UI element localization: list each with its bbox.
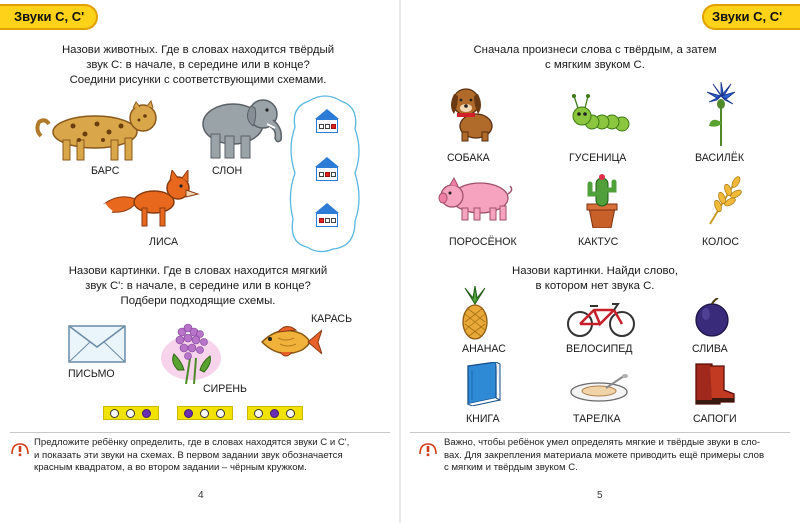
piglet-icon — [438, 176, 514, 222]
word-kolos: КОЛОС — [702, 236, 740, 248]
note-line: с мягким и твёрдым звуком С. — [444, 462, 578, 473]
house-scheme-middle — [315, 157, 339, 183]
lilac-icon — [160, 318, 222, 386]
parent-note-icon — [418, 440, 438, 458]
task2-instructions-left — [38, 264, 358, 309]
page-number-left: 4 — [198, 490, 204, 501]
dot-scheme-middle — [247, 406, 303, 420]
topic-badge-right: Звуки С, С' — [702, 4, 800, 30]
house-schemes-cloud — [289, 95, 361, 253]
elephant-icon — [197, 94, 285, 160]
house-scheme-end — [315, 109, 339, 135]
dot-scheme-start — [177, 406, 233, 420]
instruction-line: Назови животных. Где в словах находится твёрдый — [61, 44, 335, 56]
boots-icon — [690, 362, 736, 406]
note-divider-right — [410, 432, 790, 433]
word-kaktus: КАКТУС — [578, 236, 619, 248]
house-scheme-start — [315, 203, 339, 229]
fox-icon — [100, 170, 202, 228]
instruction-line: Сначала произнеси слова с твёрдым, а затем — [473, 44, 717, 56]
page-gutter — [399, 0, 401, 523]
wheat-icon — [706, 174, 744, 226]
bicycle-icon — [566, 300, 636, 338]
parent-note-right — [444, 437, 794, 475]
instruction-line: с мягким звуком С. — [545, 59, 645, 71]
instruction-line: Назови картинки. Где в словах находится мягкий — [68, 265, 328, 277]
word-ananas: АНАНАС — [462, 343, 506, 355]
task1-instructions-left — [38, 43, 358, 88]
envelope-icon — [68, 325, 126, 363]
word-sobaka: СОБАКА — [447, 152, 490, 164]
note-line: Важно, чтобы ребёнок умел определять мягкие и твёрдые звуки в сло- — [444, 437, 761, 448]
leopard-icon — [33, 100, 165, 162]
instruction-line: Соедини рисунки с соответствующими схемами. — [69, 74, 327, 86]
note-line: Предложите ребёнку определить, где в словах находятся звуки С и С', — [34, 437, 350, 448]
word-velosiped: ВЕЛОСИПЕД — [566, 343, 633, 355]
instruction-line: звук С': в начале, в середине или в конце? — [85, 280, 311, 292]
instruction-line: звук С: в начале, в середине или в конце? — [86, 59, 310, 71]
word-lisa: ЛИСА — [149, 236, 179, 248]
note-divider-left — [10, 432, 390, 433]
page-number-right: 5 — [597, 490, 603, 501]
pineapple-icon — [455, 286, 495, 340]
parent-note-icon — [10, 440, 30, 458]
word-slon: СЛОН — [212, 165, 243, 177]
parent-note-left — [34, 437, 394, 475]
book-icon — [462, 362, 502, 406]
word-tarelka: ТАРЕЛКА — [573, 413, 621, 425]
word-kniga: КНИГА — [466, 413, 500, 425]
caterpillar-icon — [570, 92, 632, 132]
word-pismo: ПИСЬМО — [68, 368, 115, 380]
instruction-line: Подбери подходящие схемы. — [120, 295, 276, 307]
word-sapogi: САПОГИ — [693, 413, 737, 425]
note-line: вах. Для закрепления материала можете приводить ещё примеры слов — [444, 449, 765, 461]
word-bars: БАРС — [91, 165, 120, 177]
word-siren: СИРЕНЬ — [203, 383, 247, 395]
dog-icon — [448, 84, 496, 142]
instruction-line: Назови картинки. Найди слово, — [512, 265, 678, 277]
dot-scheme-end — [103, 406, 159, 420]
task1-instructions-right — [440, 43, 750, 73]
plate-icon — [568, 374, 630, 404]
cactus-icon — [585, 172, 619, 228]
topic-badge-left: Звуки С, С' — [0, 4, 98, 30]
cornflower-icon — [703, 82, 739, 146]
word-sliva: СЛИВА — [692, 343, 728, 355]
fish-icon — [256, 322, 322, 360]
plum-icon — [694, 298, 730, 338]
word-porosenok: ПОРОСЁНОК — [449, 236, 517, 248]
instruction-line: в котором нет звука С. — [535, 280, 655, 292]
word-vasilek: ВАСИЛЁК — [695, 152, 745, 164]
word-karas: КАРАСЬ — [311, 313, 353, 325]
word-gusenitsa: ГУСЕНИЦА — [569, 152, 627, 164]
note-line: и показать эти звуки на схемах. В первом задании звук обозначается — [34, 449, 343, 461]
note-line: красным квадратом, а во втором задании – чёрным кружком. — [34, 462, 307, 473]
